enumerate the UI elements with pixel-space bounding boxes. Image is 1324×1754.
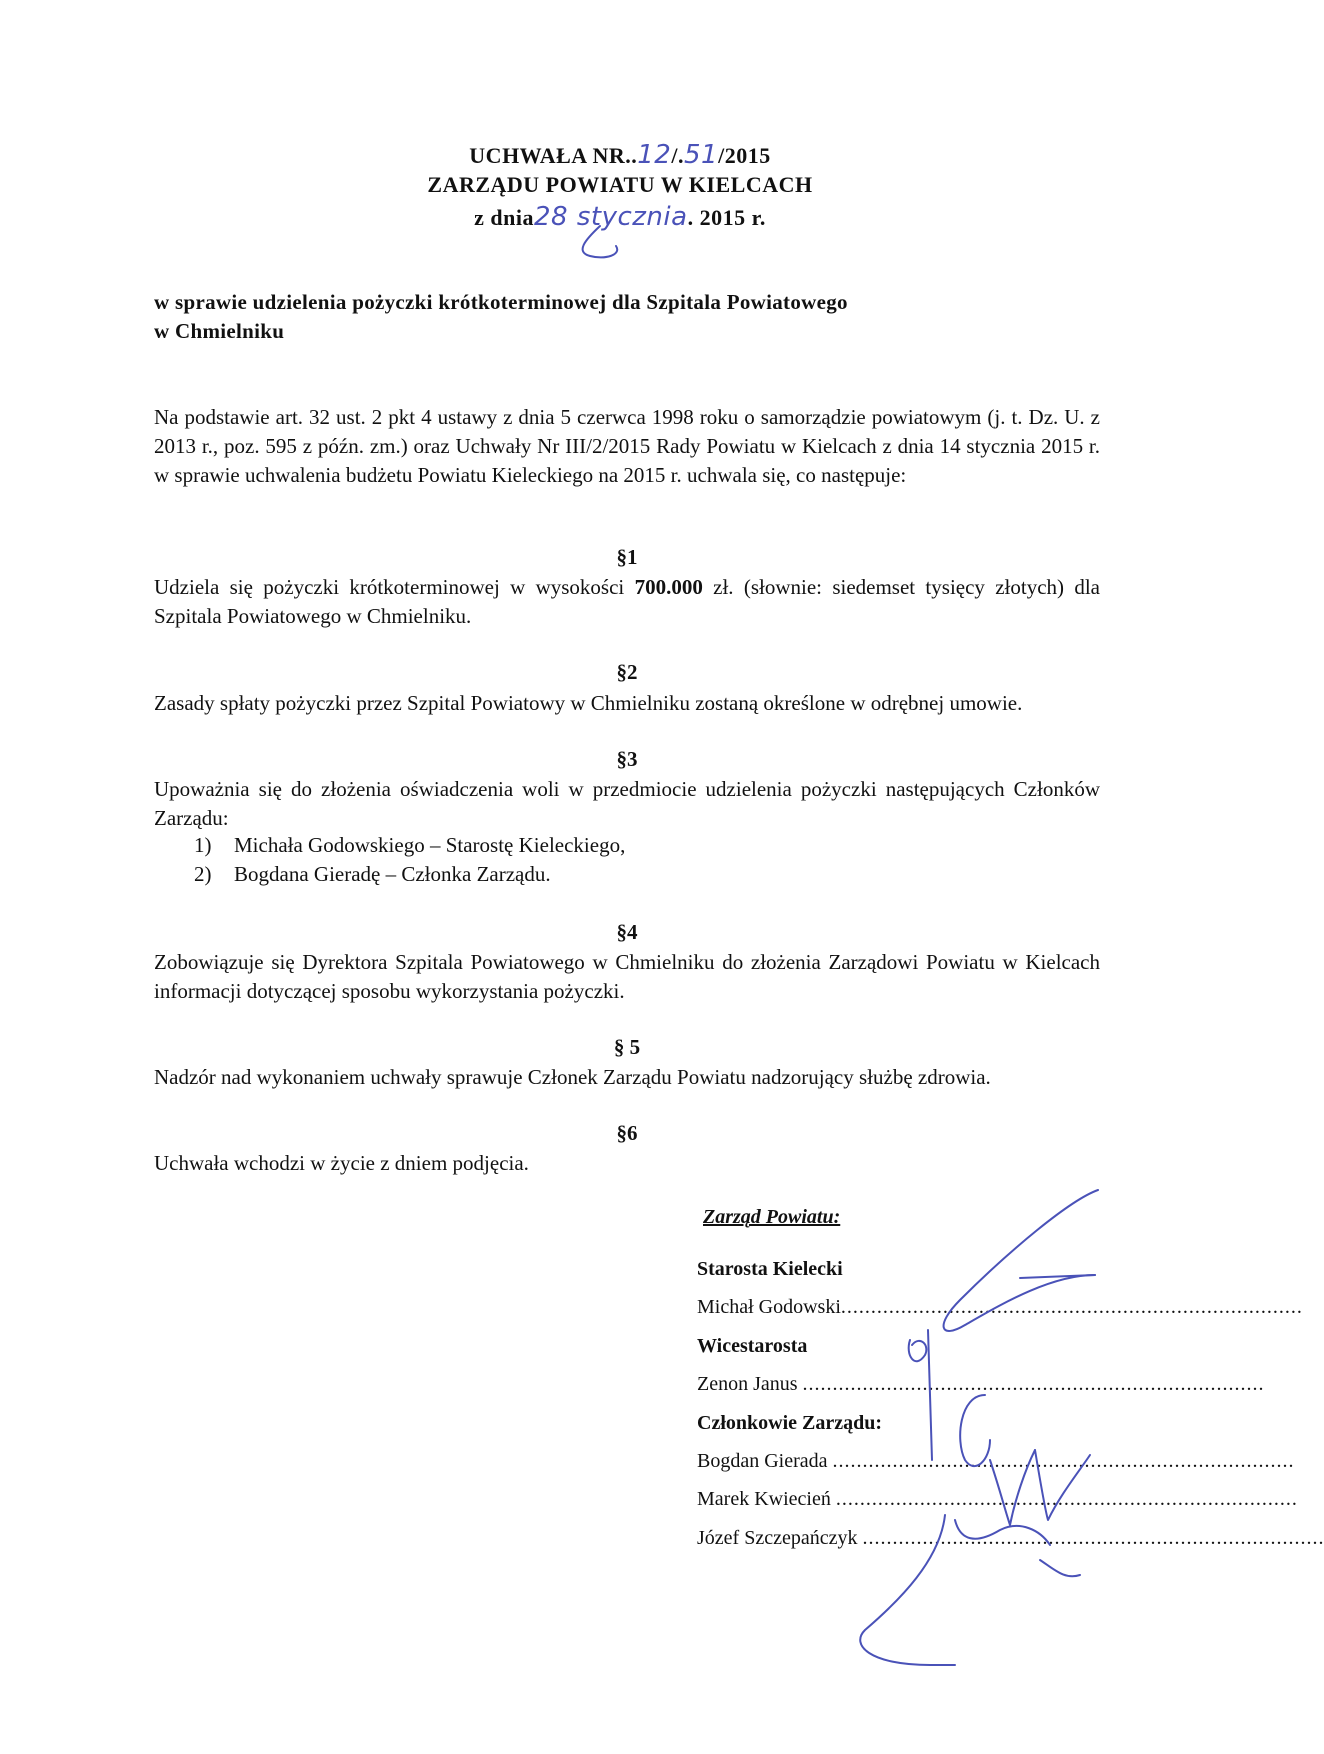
resolution-number-prefix: UCHWAŁA NR [469,143,626,168]
subject-line-2: w Chmielniku [154,319,285,343]
loan-amount: 700.000 [634,575,703,599]
section-5-sign: § 5 [613,1035,641,1059]
section-2-sign: §2 [616,660,638,684]
role-starosta: Starosta Kielecki [697,1258,843,1280]
section-3-sign: §3 [616,747,638,771]
signatory-name: Zenon Janus [697,1373,803,1395]
section-6-sign: §6 [616,1121,638,1145]
handwritten-number-2: 51 [683,140,719,170]
preamble: Na podstawie art. 32 ust. 2 pkt 4 ustawy z dnia 5 czerwca 1998 roku o samorządzie powiatowym (j. t. Dz. U. z 2013 r., poz. 595 z późn. zm.) oraz Uchwały Nr III/2/2015 Rady Powiatu w Kielcach z dnia 14 stycznia 2015 r. w sprawie uchwalenia budżetu Powiatu Kieleckiego na 2015 r. uchwala się, co następuje: [154,405,1100,487]
signature-dots: ............................................................................. [802,1373,1265,1395]
section-1-text-before: Udziela się pożyczki krótkoterminowej w wysokości [154,575,635,599]
subject-line-1: w sprawie udzielenia pożyczki krótkoterminowej dla Szpitala Powiatowego [154,290,848,314]
list-item-number: 1) [194,833,212,857]
list-item-text: Bogdana Gieradę – Członka Zarządu. [234,862,551,886]
signature-line-szczepanczyk [697,1527,1324,1550]
list-item [194,862,551,887]
issuing-body: ZARZĄDU POWIATU W KIELCACH [427,172,813,197]
resolution-date [0,202,1240,232]
signature-dots: ............................................................................. [840,1296,1303,1318]
section-6-text: Uchwała wchodzi w życie z dniem podjęcia. [154,1151,529,1175]
section-5-text: Nadzór nad wykonaniem uchwały sprawuje Członek Zarządu Powiatu nadzorujący służbę zdrowia. [154,1065,991,1089]
signature-line-kwiecien [697,1488,1298,1511]
resolution-number-dots: .. [625,143,638,168]
date-suffix: . 2015 r. [687,205,766,230]
resolution-number-suffix: /2015 [718,143,771,168]
signature-line-janus [697,1373,1265,1396]
signature-line-gierada [697,1450,1295,1473]
section-4-text: Zobowiązuje się Dyrektora Szpitala Powiatowego w Chmielniku do złożenia Zarządowi Powiatu w Kielcach informacji dotyczącej sposobu wykorzystania pożyczki. [154,950,1100,1003]
signature-dots: ............................................................................. [862,1527,1324,1549]
signature-dots: ............................................................................. [832,1450,1295,1472]
signature-line-godowski [697,1296,1303,1319]
section-1-text-after: zł. (słownie: siedemset tysięcy złotych) dla Szpitala Powiatowego w Chmielniku. [154,575,1100,628]
list-item [194,833,625,858]
list-item-number: 2) [194,862,212,886]
signature-dots: ............................................................................. [835,1488,1298,1510]
resolution-number-separator: /. [671,143,684,168]
board-title: Zarząd Powiatu: [703,1206,841,1228]
role-board-members: Członkowie Zarządu: [697,1412,882,1434]
role-wicestarosta: Wicestarosta [697,1335,808,1357]
signatory-name: Bogdan Gierada [697,1450,833,1472]
handwritten-date: 28 stycznia [534,202,688,232]
section-1-text [154,573,1100,631]
section-3-text: Upoważnia się do złożenia oświadczenia woli w przedmiocie udzielenia pożyczki następujących Członków Zarządu: [154,777,1100,830]
signatory-name: Michał Godowski [697,1296,841,1318]
handwritten-number: 12 [637,140,672,170]
section-2-text: Zasady spłaty pożyczki przez Szpital Powiatowy w Chmielniku zostaną określone w odrębnej umowie. [154,691,1023,715]
section-1-sign: §1 [616,545,638,569]
date-prefix: z dnia [474,205,535,230]
signatory-name: Marek Kwiecień [697,1488,836,1510]
signatory-name: Józef Szczepańczyk [697,1527,863,1549]
resolution-number [0,140,1240,170]
section-4-sign: §4 [616,920,638,944]
signature-janus [909,1340,927,1361]
list-item-text: Michała Godowskiego – Starostę Kieleckiego, [234,833,626,857]
